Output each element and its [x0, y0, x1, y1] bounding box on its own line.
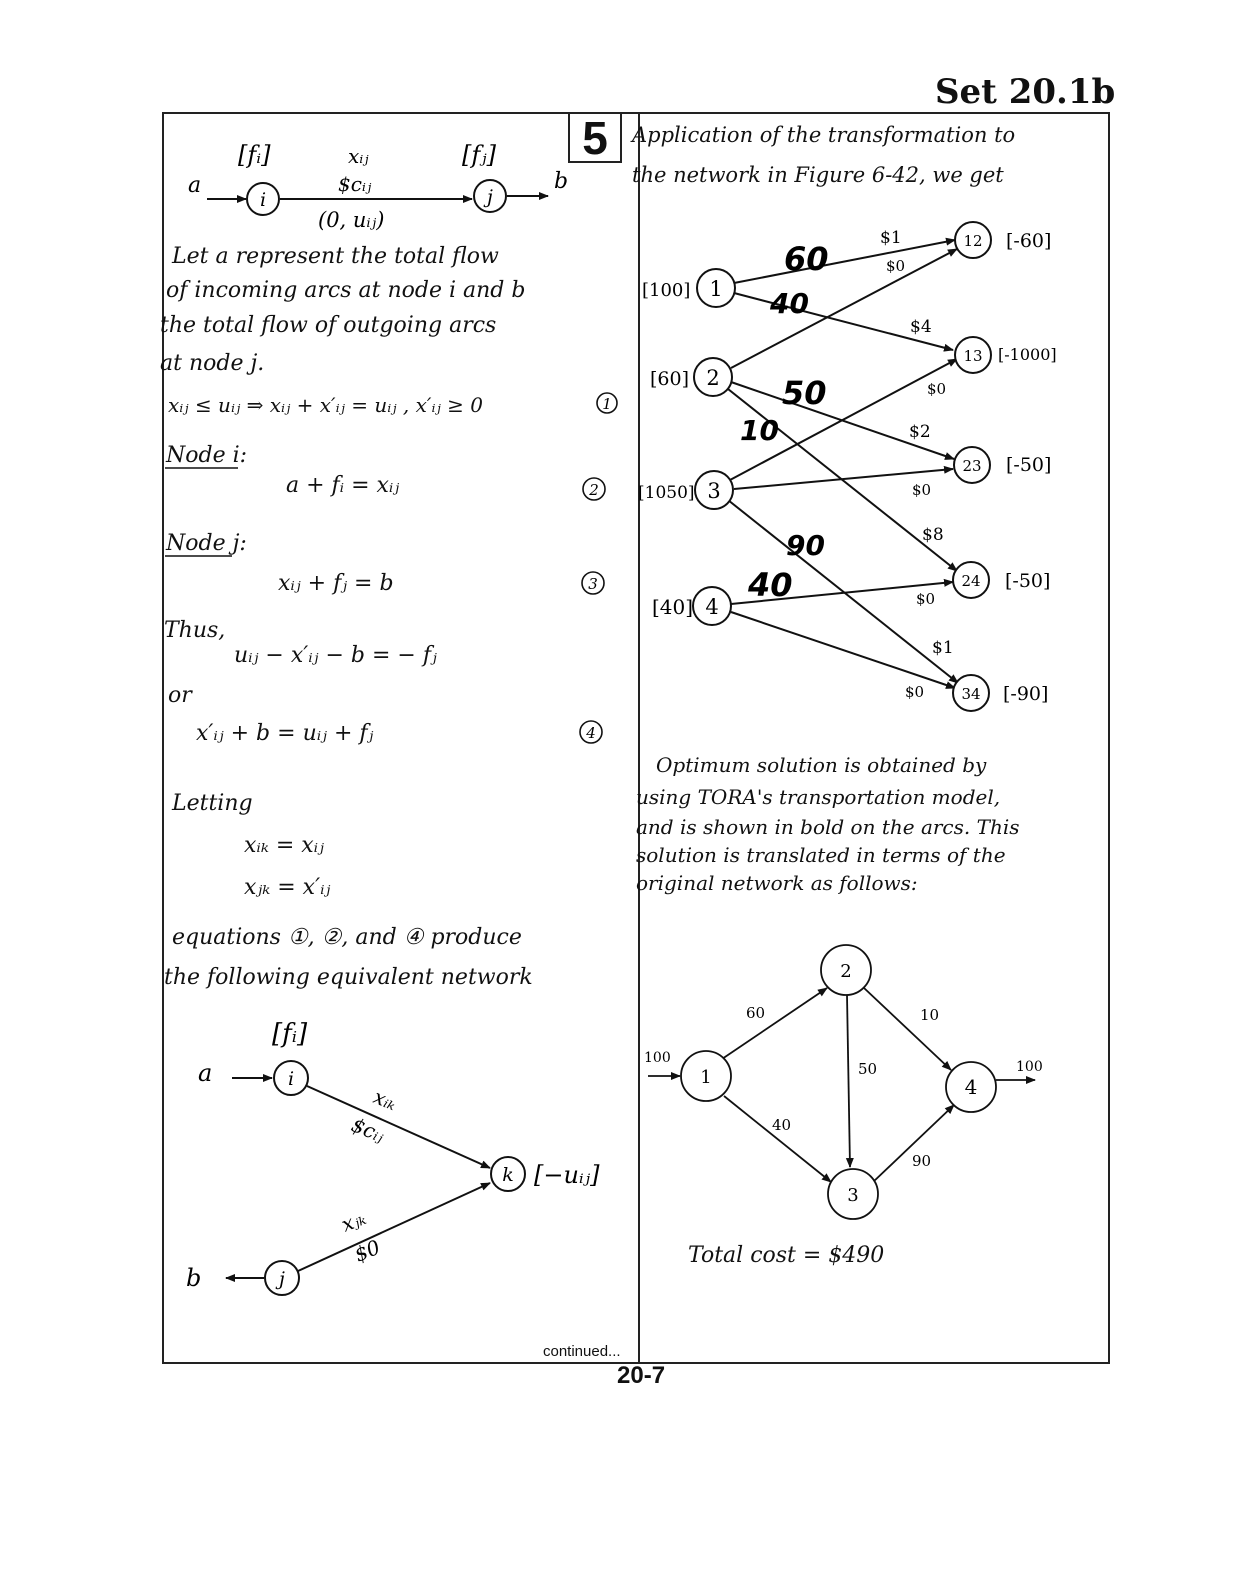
flow-1-12: 60 — [784, 240, 829, 278]
solution-line-4: solution is translated in terms of the — [636, 843, 1006, 867]
cost-1-12: $1 — [880, 228, 902, 248]
cost-2-12: $0 — [886, 257, 906, 275]
svg-text:j: j — [279, 1268, 285, 1290]
equation-numbers — [580, 393, 617, 743]
produce-line-2: the following equivalent network — [164, 965, 533, 990]
node-j-label: j — [487, 186, 493, 208]
svg-text:i: i — [287, 1068, 295, 1090]
intro-line-2: of incoming arcs at node i and b — [166, 278, 526, 303]
demand-34: [-90] — [1003, 683, 1049, 705]
orig-arc-2-4 — [864, 988, 951, 1070]
supply-label-j: [fⱼ] — [462, 141, 496, 169]
svg-text:3: 3 — [847, 1185, 859, 1206]
equation-2: a + fᵢ = xᵢⱼ — [286, 473, 400, 498]
arc-2-12 — [731, 249, 957, 368]
arc-i-k — [307, 1086, 490, 1168]
supply-2: [60] — [650, 368, 690, 390]
svg-text:2: 2 — [840, 961, 852, 982]
equation-3: xᵢⱼ + fⱼ = b — [278, 571, 394, 596]
node-i-heading: Node i: — [166, 443, 248, 468]
svg-text:1: 1 — [700, 1067, 712, 1088]
cost-3-34: $1 — [932, 638, 954, 658]
supply-4: [40] — [652, 595, 694, 619]
arc-jk-var: xⱼₖ — [337, 1205, 369, 1237]
flow-2-24: 10 — [740, 414, 779, 447]
equation-4: x′ᵢⱼ + b = uᵢⱼ + fⱼ — [196, 721, 374, 746]
solution-line-1: Optimum solution is obtained by — [656, 753, 987, 777]
flow-2-23: 50 — [782, 374, 827, 412]
cost-1-13: $4 — [910, 317, 932, 337]
cost-3-13: $0 — [927, 380, 947, 398]
arc-j-k — [298, 1183, 490, 1271]
produce-line-1: equations ①, ②, and ④ produce — [172, 925, 522, 950]
svg-text:23: 23 — [962, 457, 982, 475]
orig-flow-2-3: 50 — [858, 1060, 878, 1078]
svg-text:2: 2 — [706, 366, 720, 390]
intro-line-4: at node j. — [160, 351, 265, 376]
solution-line-3: and is shown in bold on the arcs. This — [636, 815, 1020, 839]
flow-1-13: 40 — [770, 287, 809, 320]
demand-24: [-50] — [1005, 570, 1051, 592]
arc-ik-var: xᵢₖ — [370, 1084, 401, 1116]
demand-13: [-1000] — [998, 345, 1057, 364]
demand-12: [-60] — [1006, 230, 1052, 252]
solution-line-5: original network as follows: — [636, 871, 918, 895]
supply-label-i: [fᵢ] — [238, 141, 271, 169]
cost-4-34: $0 — [905, 683, 925, 701]
svg-text:k: k — [502, 1164, 514, 1186]
arc-jk-cost: $0 — [350, 1234, 384, 1267]
orig-arc-3-4 — [872, 1105, 954, 1183]
letting-label: Letting — [172, 791, 253, 816]
cost-2-24: $8 — [922, 525, 944, 545]
right-intro-line-1: Application of the transformation to — [632, 123, 1016, 147]
eq3-number: 3 — [588, 575, 598, 593]
equiv-demand-k: [−uᵢⱼ] — [534, 1161, 600, 1189]
letting-eq-1: xᵢₖ = xᵢⱼ — [244, 833, 324, 858]
cost-3-23: $0 — [912, 481, 932, 499]
arc-4-34 — [731, 612, 955, 688]
orig-flow-1-3: 40 — [772, 1116, 792, 1134]
page-number: 20-7 — [617, 1362, 666, 1389]
supply-1: [100] — [642, 280, 691, 301]
original-network-solution — [644, 945, 1043, 1219]
cost-label: $cᵢⱼ — [338, 172, 372, 196]
intro-line-3: the total flow of outgoing arcs — [160, 313, 497, 338]
flow-3-34: 90 — [786, 529, 825, 562]
eq2-number: 2 — [589, 481, 599, 499]
continued-label: continued... — [543, 1343, 621, 1360]
transportation-network — [638, 222, 1057, 711]
svg-text:34: 34 — [961, 685, 981, 703]
svg-text:13: 13 — [963, 347, 983, 365]
arc-1-12 — [734, 240, 955, 283]
node-j-heading: Node j: — [166, 531, 247, 556]
total-cost: Total cost = $490 — [688, 1243, 885, 1268]
equivalent-network — [186, 1019, 600, 1295]
eq4-number: 4 — [586, 724, 596, 742]
supply-3: [1050] — [638, 483, 695, 503]
arc-diagram-top — [188, 141, 568, 232]
svg-text:3: 3 — [707, 479, 721, 503]
problem-number: 5 — [568, 113, 622, 163]
thus-label: Thus, — [164, 618, 226, 643]
equation-thus: uᵢⱼ − x′ᵢⱼ − b = − fⱼ — [234, 643, 437, 668]
cost-2-23: $2 — [909, 422, 931, 442]
out-flow-label: b — [554, 169, 569, 194]
equation-1: xᵢⱼ ≤ uᵢⱼ ⇒ xᵢⱼ + x′ᵢⱼ = uᵢⱼ , x′ᵢⱼ ≥ 0 — [168, 393, 483, 417]
orig-arc-2-3 — [847, 995, 850, 1167]
svg-text:1: 1 — [709, 277, 723, 301]
arc-ik-cost: $cᵢⱼ — [348, 1112, 388, 1148]
flow-var-label: xᵢⱼ — [348, 144, 369, 168]
orig-flow-2-4: 10 — [920, 1006, 940, 1024]
letting-eq-2: xⱼₖ = x′ᵢⱼ — [244, 875, 331, 900]
intro-line-1: Let a represent the total flow — [172, 244, 499, 269]
solution-line-2: using TORA's transportation model, — [636, 785, 1001, 809]
equiv-out-label: b — [186, 1264, 202, 1292]
set-title: Set 20.1b — [935, 72, 1116, 112]
orig-flow-1-2: 60 — [746, 1004, 766, 1022]
orig-arc-1-2 — [722, 988, 827, 1059]
out-flow: 100 — [1016, 1059, 1043, 1075]
orig-arc-1-3 — [724, 1096, 831, 1182]
orig-flow-3-4: 90 — [912, 1152, 932, 1170]
svg-text:12: 12 — [963, 232, 983, 250]
right-intro-line-2: the network in Figure 6-42, we get — [632, 163, 1004, 187]
equiv-in-label: a — [198, 1059, 213, 1087]
equiv-supply-i: [fᵢ] — [272, 1019, 308, 1049]
bounds-label: (0, uᵢⱼ) — [318, 208, 385, 232]
svg-text:4: 4 — [964, 1075, 978, 1099]
svg-text:4: 4 — [705, 595, 719, 619]
flow-4-24: 40 — [748, 566, 793, 604]
demand-23: [-50] — [1006, 454, 1052, 476]
in-flow: 100 — [644, 1050, 671, 1066]
svg-text:24: 24 — [961, 572, 981, 590]
eq1-number: 1 — [602, 395, 612, 413]
in-flow-label: a — [188, 173, 202, 198]
or-label: or — [168, 683, 192, 708]
cost-4-24: $0 — [916, 590, 936, 608]
node-i-label: i — [259, 189, 267, 211]
